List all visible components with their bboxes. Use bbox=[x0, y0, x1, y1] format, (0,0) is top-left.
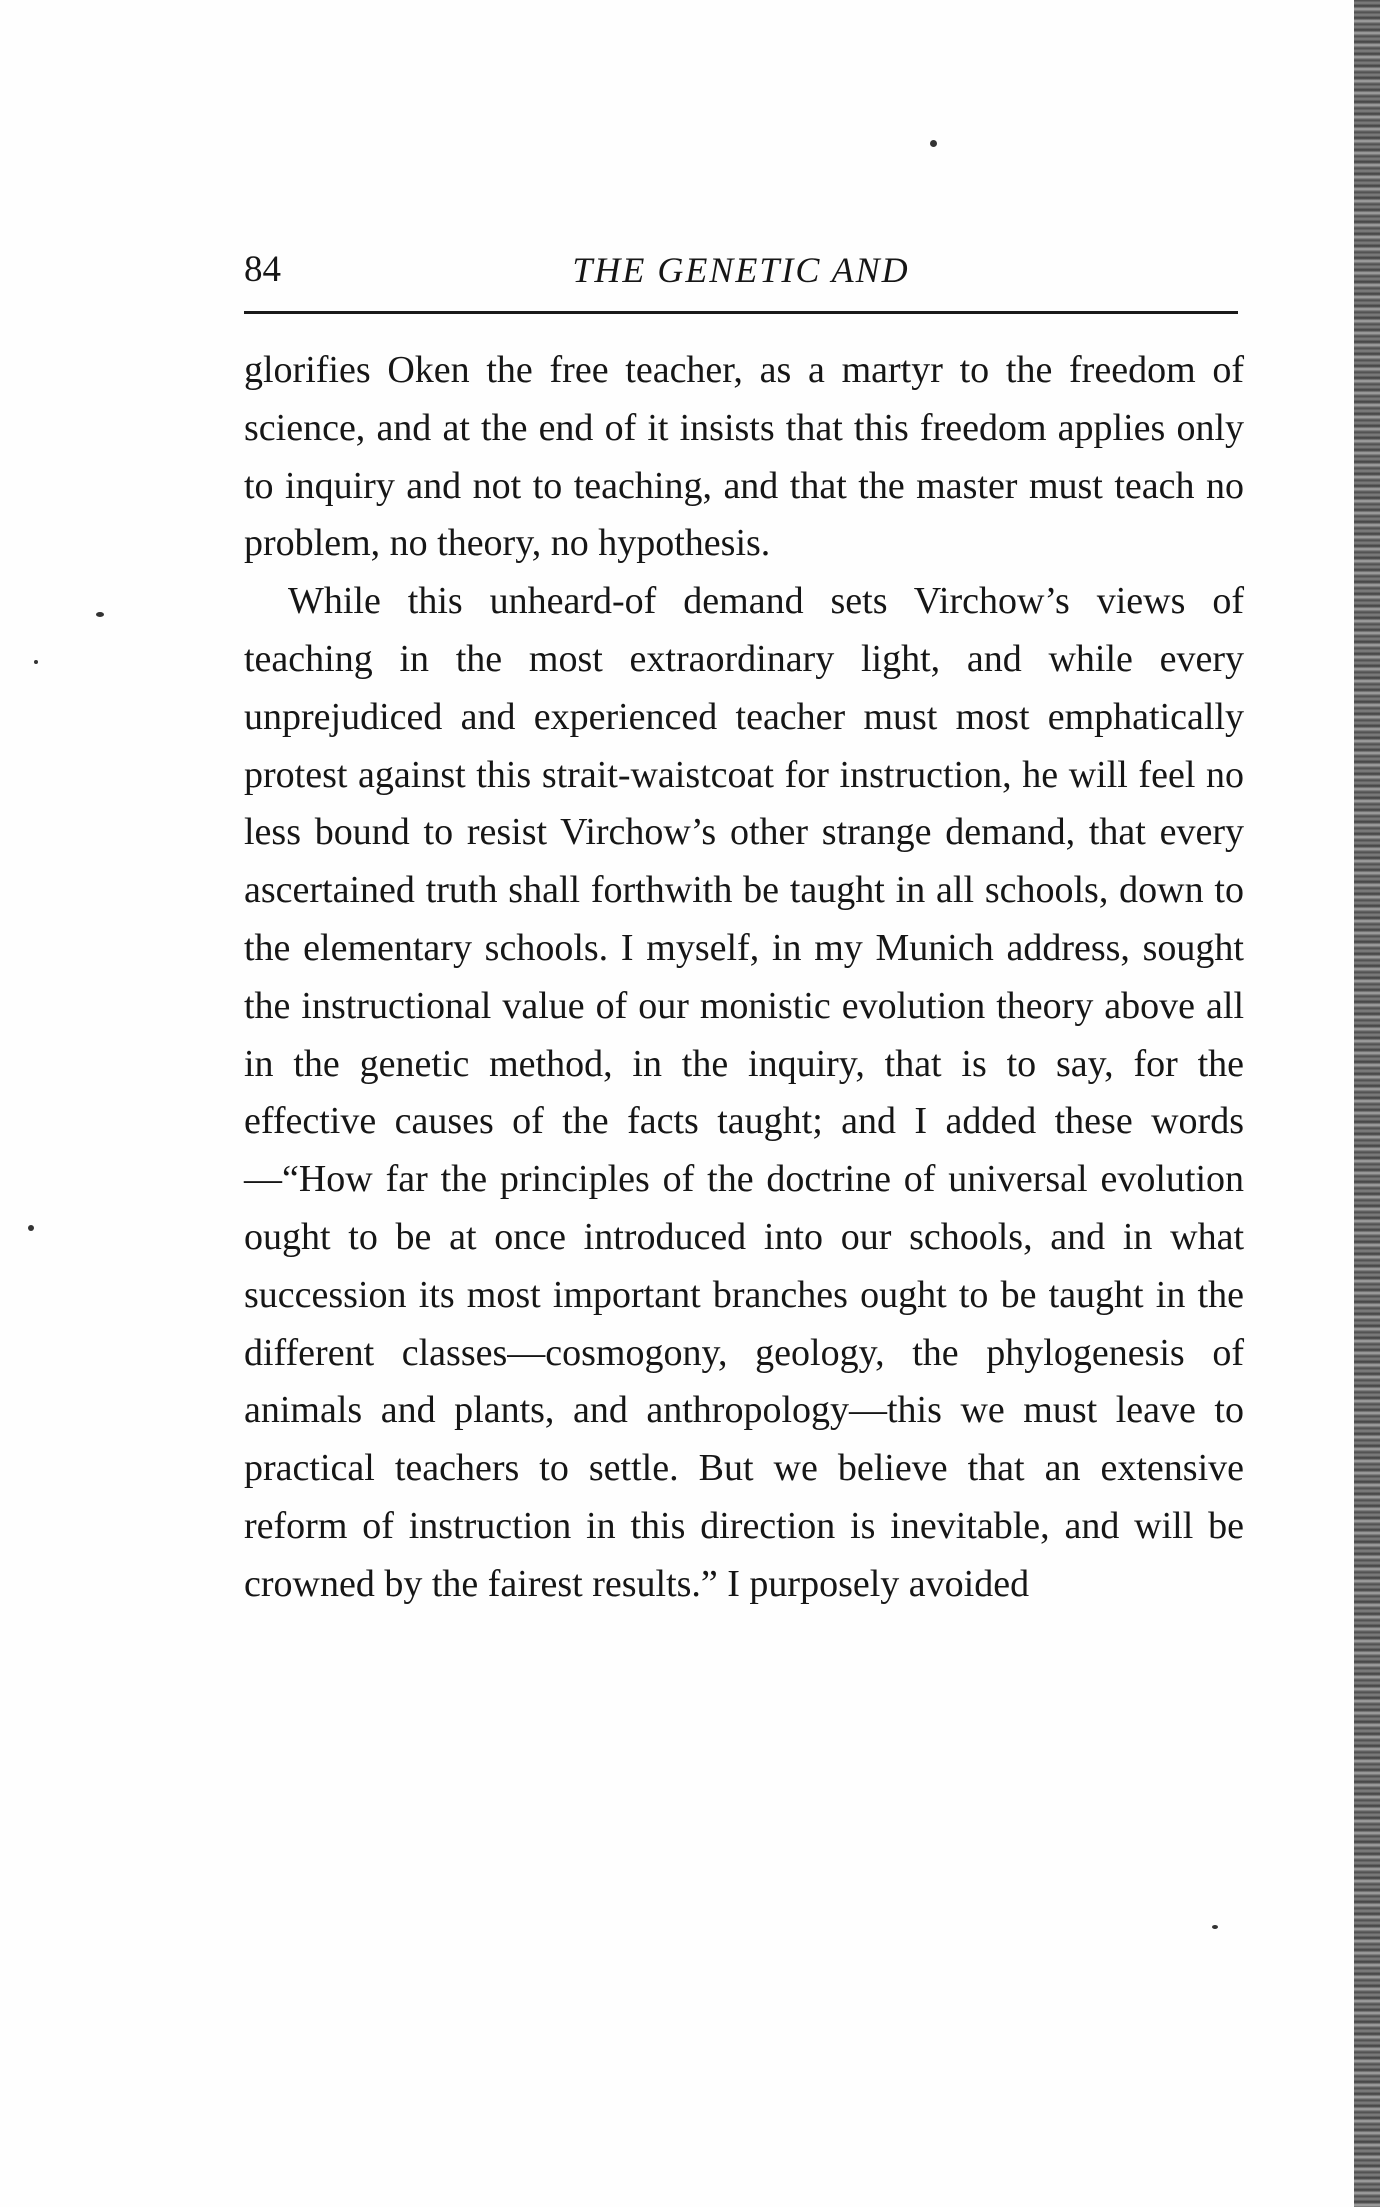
body-text bbox=[244, 342, 1244, 1614]
paragraph-virchow: While this unheard-of demand sets Virchow’s views of teaching in the most extraordinary light, and while every unprejudiced and experienced teacher must most emphatically protest against this strait-waistcoat for instruction, he will feel no less bound to resist Virchow’s other strange demand, that every ascertained truth shall forthwith be taught in all schools, down to the elementary schools. I myself, in my Munich address, sought the instructional value of our monistic evolution theory above all in the genetic method, in the inquiry, that is to say, for the effective causes of the facts taught; and I added these words—“How far the principles of the doctrine of universal evolution ought to be at once introduced into our schools, and in what succession its most important branches ought to be taught in the different classes—cosmogony, geology, the phylogenesis of animals and plants, and anthropology—this we must leave to practical teachers to settle. But we believe that an extensive reform of instruction in this direction is inevitable, and will be crowned by the fairest results.” I purposely avoided bbox=[244, 580, 1244, 1605]
print-speck bbox=[28, 1225, 34, 1231]
print-speck bbox=[96, 612, 104, 617]
running-head: THE GENETIC AND bbox=[572, 250, 910, 290]
page-edge-shadow bbox=[1354, 0, 1380, 2207]
page-header bbox=[244, 245, 1238, 295]
page-number: 84 bbox=[244, 249, 281, 290]
print-speck bbox=[930, 140, 937, 147]
header-rule bbox=[244, 311, 1238, 314]
paragraph-continued: glorifies Oken the free teacher, as a martyr to the freedom of science, and at the end of it insists that this freedom applies only to inquiry and not to teaching, and that the master must teach no problem, no theory, no hypothesis. bbox=[244, 349, 1244, 565]
print-speck bbox=[34, 660, 38, 664]
print-speck bbox=[1212, 1925, 1218, 1929]
